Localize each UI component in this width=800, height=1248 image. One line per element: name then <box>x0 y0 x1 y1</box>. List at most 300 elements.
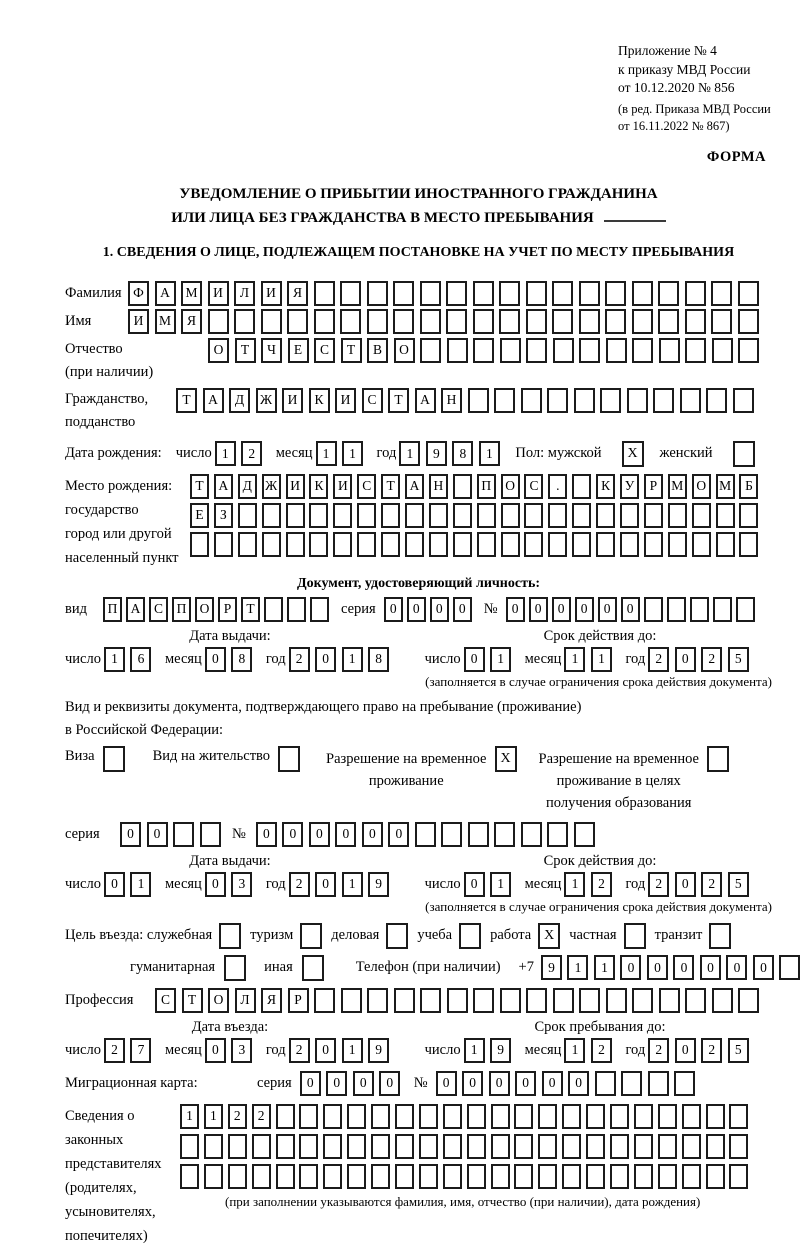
resdoc-number-label: № <box>232 825 246 842</box>
char-box <box>572 474 591 499</box>
char-box <box>610 1104 629 1129</box>
char-box <box>572 532 591 557</box>
char-box: 0 <box>120 822 141 847</box>
char-box <box>371 1164 390 1189</box>
char-box <box>395 1104 414 1129</box>
char-box: 5 <box>728 872 749 897</box>
birthdate-row <box>65 441 772 467</box>
char-box <box>553 988 574 1013</box>
char-box: 0 <box>575 597 594 622</box>
char-box <box>632 988 653 1013</box>
char-box <box>276 1134 295 1159</box>
birthplace-block <box>65 474 772 570</box>
char-box: Т <box>381 474 400 499</box>
purpose-business-checkbox <box>386 923 408 949</box>
char-box: Л <box>234 281 255 306</box>
char-box <box>538 1104 557 1129</box>
char-box: 0 <box>436 1071 457 1096</box>
purpose-item <box>65 923 241 949</box>
char-box: Т <box>182 988 203 1013</box>
char-box <box>208 309 229 334</box>
char-box <box>526 309 547 334</box>
char-box <box>261 309 282 334</box>
char-box <box>238 532 257 557</box>
char-box <box>443 1104 462 1129</box>
char-box <box>729 1134 748 1159</box>
char-box <box>680 388 701 413</box>
char-box <box>420 988 441 1013</box>
char-box <box>371 1104 390 1129</box>
purpose-item: иная <box>264 955 324 981</box>
char-box <box>394 988 415 1013</box>
patronymic-boxes <box>208 338 765 363</box>
char-box <box>674 1071 695 1096</box>
resdoc-series-row <box>65 822 772 847</box>
char-box <box>632 281 653 306</box>
char-box: 0 <box>726 955 747 980</box>
iddoc-dates-row <box>65 647 772 672</box>
resdoc-issue-group: число 0 1 месяц 0 3 год 2 0 1 9 <box>65 872 395 897</box>
char-box <box>548 503 567 528</box>
char-box <box>347 1134 366 1159</box>
legal-representatives-boxes <box>180 1104 753 1210</box>
sex-female-checkbox <box>733 441 755 467</box>
resdoc-issue-day-boxes <box>104 872 157 897</box>
char-box <box>228 1164 247 1189</box>
char-box <box>706 1134 725 1159</box>
char-box <box>605 281 626 306</box>
char-box <box>500 988 521 1013</box>
char-box: 9 <box>541 955 562 980</box>
mcard-number-boxes <box>436 1071 701 1096</box>
char-box: И <box>208 281 229 306</box>
char-box <box>738 988 759 1013</box>
char-box <box>658 281 679 306</box>
char-box <box>323 1134 342 1159</box>
char-box <box>690 597 709 622</box>
char-box <box>419 1104 438 1129</box>
char-box <box>739 532 758 557</box>
char-box <box>685 988 706 1013</box>
char-box: 1 <box>399 441 420 466</box>
char-box <box>547 822 568 847</box>
char-box: 0 <box>453 597 472 622</box>
rvp-edu-checkbox <box>707 746 729 772</box>
day-label: число <box>175 445 212 462</box>
char-box: 1 <box>564 1038 585 1063</box>
year-label: год <box>376 445 397 462</box>
stay-year-boxes <box>648 1038 754 1063</box>
mcard-series-label: серия <box>257 1074 292 1091</box>
iddoc-valid-year-boxes <box>648 647 754 672</box>
char-box: 6 <box>130 647 151 672</box>
char-box: М <box>668 474 687 499</box>
purpose-item: учеба <box>417 923 481 949</box>
char-box <box>711 309 732 334</box>
char-box: К <box>596 474 615 499</box>
char-box <box>685 309 706 334</box>
char-box: Д <box>238 474 257 499</box>
char-box <box>420 281 441 306</box>
iddoc-series-boxes <box>384 597 476 622</box>
sex-female-label: женский <box>659 445 713 462</box>
char-box <box>682 1164 701 1189</box>
purpose-transit-checkbox <box>709 923 731 949</box>
char-box <box>706 1164 725 1189</box>
char-box: О <box>208 988 229 1013</box>
char-box <box>333 532 352 557</box>
char-box <box>716 503 735 528</box>
legal-row1 <box>180 1104 753 1129</box>
char-box <box>562 1134 581 1159</box>
char-box <box>526 988 547 1013</box>
char-box <box>548 532 567 557</box>
form-title <box>65 182 772 230</box>
char-box: Ф <box>128 281 149 306</box>
char-box <box>595 1071 616 1096</box>
char-box <box>579 309 600 334</box>
char-box <box>501 503 520 528</box>
char-box <box>262 532 281 557</box>
char-box <box>264 597 283 622</box>
char-box <box>309 503 328 528</box>
char-box <box>667 597 686 622</box>
char-box: О <box>208 338 229 363</box>
char-box <box>395 1134 414 1159</box>
resdoc-series-boxes <box>120 822 226 847</box>
char-box <box>653 388 674 413</box>
char-box: 2 <box>701 872 722 897</box>
char-box: 0 <box>388 822 409 847</box>
name-boxes <box>128 309 764 334</box>
resdoc-issue-year-boxes <box>289 872 395 897</box>
char-box: Я <box>181 309 202 334</box>
stay-until-group: число 1 9 месяц 1 2 год 2 0 2 5 <box>425 1038 755 1063</box>
char-box: 2 <box>648 647 669 672</box>
char-box: 0 <box>515 1071 536 1096</box>
char-box <box>234 309 255 334</box>
amendment-line: (в ред. Приказа МВД России <box>618 101 771 116</box>
iddoc-valid-day-boxes <box>464 647 517 672</box>
char-box <box>610 1164 629 1189</box>
char-box <box>658 309 679 334</box>
char-box <box>447 338 468 363</box>
char-box <box>632 309 653 334</box>
char-box: 1 <box>479 441 500 466</box>
char-box <box>367 281 388 306</box>
birth-month-boxes <box>316 441 369 466</box>
char-box <box>729 1104 748 1129</box>
char-box <box>552 309 573 334</box>
char-box: С <box>149 597 168 622</box>
char-box: 2 <box>289 872 310 897</box>
surname-row <box>65 281 772 306</box>
entry-dates-row <box>65 1038 772 1063</box>
char-box <box>341 988 362 1013</box>
char-box <box>586 1134 605 1159</box>
resdoc-issue-month-boxes <box>205 872 258 897</box>
purpose-row-2 <box>130 955 772 981</box>
char-box <box>521 822 542 847</box>
char-box <box>367 988 388 1013</box>
char-box <box>648 1071 669 1096</box>
char-box: Ж <box>262 474 281 499</box>
entry-dates-header <box>65 1019 772 1036</box>
entry-year-boxes <box>289 1038 395 1063</box>
char-box <box>499 281 520 306</box>
profession-boxes <box>155 988 765 1013</box>
char-box <box>299 1134 318 1159</box>
char-box: 7 <box>130 1038 151 1063</box>
migration-card-row <box>65 1071 772 1096</box>
birthplace-boxes <box>190 474 763 561</box>
char-box: 0 <box>205 647 226 672</box>
char-box <box>499 309 520 334</box>
phone-prefix: +7 <box>518 959 534 976</box>
char-box <box>453 532 472 557</box>
char-box <box>468 822 489 847</box>
char-box <box>381 532 400 557</box>
char-box: 1 <box>104 647 125 672</box>
char-box <box>405 532 424 557</box>
char-box <box>477 503 496 528</box>
purpose-item: гуманитарная <box>130 955 246 981</box>
sex-male-label: Пол: мужской <box>515 445 602 462</box>
char-box <box>596 503 615 528</box>
char-box <box>712 988 733 1013</box>
char-box: 0 <box>147 822 168 847</box>
surname-boxes <box>128 281 764 306</box>
iddoc-issue-year-boxes <box>289 647 395 672</box>
char-box: 0 <box>256 822 277 847</box>
entry-date-label: Дата въезда: <box>191 1018 269 1035</box>
name-row <box>65 309 772 334</box>
char-box <box>685 281 706 306</box>
char-box <box>644 597 663 622</box>
resdoc-series-label: серия <box>65 825 100 842</box>
char-box <box>393 309 414 334</box>
char-box <box>632 338 653 363</box>
month-label: месяц <box>275 445 313 462</box>
char-box <box>538 1134 557 1159</box>
birth-day-boxes <box>215 441 268 466</box>
char-box: 0 <box>464 647 485 672</box>
char-box: З <box>214 503 233 528</box>
char-box: 2 <box>289 647 310 672</box>
char-box <box>494 388 515 413</box>
iddoc-dates-header <box>65 628 772 645</box>
char-box: 5 <box>728 647 749 672</box>
char-box <box>467 1134 486 1159</box>
char-box: 8 <box>368 647 389 672</box>
char-box <box>521 388 542 413</box>
char-box: К <box>309 474 328 499</box>
char-box: 2 <box>701 1038 722 1063</box>
char-box <box>658 1164 677 1189</box>
appendix-line: Приложение № 4 <box>618 43 717 58</box>
char-box <box>453 503 472 528</box>
char-box: 0 <box>315 872 336 897</box>
char-box <box>446 281 467 306</box>
char-box: Е <box>288 338 309 363</box>
name-label: Имя <box>65 312 92 329</box>
char-box: И <box>333 474 352 499</box>
char-box: М <box>716 474 735 499</box>
char-box <box>357 503 376 528</box>
char-box: 1 <box>130 872 151 897</box>
char-box <box>779 955 800 980</box>
char-box <box>711 281 732 306</box>
legal-representatives-block <box>65 1104 772 1248</box>
char-box <box>605 309 626 334</box>
char-box: Р <box>644 474 663 499</box>
char-box <box>173 822 194 847</box>
char-box <box>579 338 600 363</box>
purpose-tourism-checkbox <box>300 923 322 949</box>
char-box <box>738 338 759 363</box>
char-box: 9 <box>368 872 389 897</box>
char-box <box>228 1134 247 1159</box>
char-box: 1 <box>180 1104 199 1129</box>
char-box: 0 <box>282 822 303 847</box>
char-box: 0 <box>753 955 774 980</box>
char-box <box>299 1104 318 1129</box>
char-box <box>562 1164 581 1189</box>
char-box: 1 <box>204 1104 223 1129</box>
char-box <box>446 309 467 334</box>
form-title-line2: ИЛИ ЛИЦА БЕЗ ГРАЖДАНСТВА В МЕСТО ПРЕБЫВАНИЯ <box>65 206 772 230</box>
form-title-line1: УВЕДОМЛЕНИЕ О ПРИБЫТИИ ИНОСТРАННОГО ГРАЖДАНИНА <box>179 185 658 202</box>
char-box <box>323 1164 342 1189</box>
char-box: У <box>620 474 639 499</box>
char-box: 0 <box>309 822 330 847</box>
char-box <box>262 503 281 528</box>
char-box: 1 <box>342 872 363 897</box>
birthplace-row3 <box>190 532 763 557</box>
char-box <box>572 503 591 528</box>
char-box: 0 <box>407 597 426 622</box>
iddoc-number-boxes <box>506 597 759 622</box>
char-box: С <box>357 474 376 499</box>
rvp-edu-label: Разрешение на временное проживание в целях получения образования <box>538 750 699 811</box>
char-box <box>287 309 308 334</box>
char-box <box>547 388 568 413</box>
appendix-line: от 10.12.2020 № 856 <box>618 80 735 96</box>
char-box: 5 <box>728 1038 749 1063</box>
char-box: Т <box>190 474 209 499</box>
char-box <box>606 338 627 363</box>
entry-date-group: число 2 7 месяц 0 3 год 2 0 1 9 <box>65 1038 395 1063</box>
char-box <box>473 309 494 334</box>
char-box: 0 <box>506 597 525 622</box>
char-box <box>314 988 335 1013</box>
resdoc-number-boxes <box>256 822 601 847</box>
char-box <box>405 503 424 528</box>
char-box <box>333 503 352 528</box>
resdoc-valid-month-boxes <box>564 872 617 897</box>
iddoc-number-label: № <box>483 600 498 617</box>
phone-boxes <box>541 955 800 980</box>
char-box: 0 <box>675 647 696 672</box>
visa-label: Виза <box>65 747 95 764</box>
char-box: Т <box>241 597 260 622</box>
char-box <box>340 309 361 334</box>
resdoc-checkboxes-row <box>65 748 772 814</box>
char-box: 2 <box>648 872 669 897</box>
char-box: 2 <box>252 1104 271 1129</box>
char-box <box>620 532 639 557</box>
char-box: 9 <box>368 1038 389 1063</box>
char-box <box>252 1164 271 1189</box>
char-box: П <box>172 597 191 622</box>
legal-row3 <box>180 1164 753 1189</box>
iddoc-series-label: серия <box>341 600 376 617</box>
char-box <box>713 597 732 622</box>
char-box: С <box>155 988 176 1013</box>
purpose-item: транзит <box>655 923 732 949</box>
char-box: П <box>477 474 496 499</box>
char-box: О <box>501 474 520 499</box>
char-box <box>429 532 448 557</box>
char-box: 0 <box>205 1038 226 1063</box>
char-box: 0 <box>620 955 641 980</box>
char-box <box>738 281 759 306</box>
char-box: 1 <box>490 647 511 672</box>
char-box <box>340 281 361 306</box>
char-box: 0 <box>335 822 356 847</box>
char-box <box>441 822 462 847</box>
resdoc-dates-header: Дата выдачи: Срок действия до: <box>189 852 657 869</box>
profession-row <box>65 988 772 1013</box>
valid-until-label: Срок действия до: <box>543 627 657 644</box>
char-box: А <box>126 597 145 622</box>
char-box <box>395 1164 414 1189</box>
char-box <box>420 309 441 334</box>
char-box: П <box>103 597 122 622</box>
char-box: 0 <box>700 955 721 980</box>
char-box <box>627 388 648 413</box>
birthdate-label: Дата рождения: <box>65 445 162 462</box>
iddoc-kind-boxes <box>103 597 333 622</box>
char-box <box>644 532 663 557</box>
char-box: 0 <box>379 1071 400 1096</box>
char-box <box>712 338 733 363</box>
char-box: 0 <box>462 1071 483 1096</box>
char-box: Я <box>261 988 282 1013</box>
resdoc-restriction-note: (заполняется в случае ограничения срока действия документа) <box>425 898 772 914</box>
char-box <box>190 532 209 557</box>
mcard-number-label: № <box>413 1074 428 1091</box>
char-box <box>606 988 627 1013</box>
char-box: 0 <box>568 1071 589 1096</box>
char-box <box>586 1164 605 1189</box>
char-box <box>634 1164 653 1189</box>
char-box: 0 <box>675 872 696 897</box>
amendment-line: от 16.11.2022 № 867) <box>618 118 730 133</box>
appendix-line: к приказу МВД России <box>618 61 751 77</box>
char-box <box>419 1164 438 1189</box>
char-box <box>204 1164 223 1189</box>
legal-row2 <box>180 1134 753 1159</box>
char-box <box>524 503 543 528</box>
profession-label: Профессия <box>65 991 134 1008</box>
char-box <box>473 988 494 1013</box>
char-box <box>579 281 600 306</box>
char-box: 0 <box>362 822 383 847</box>
char-box: 1 <box>567 955 588 980</box>
resdoc-dates-row <box>65 872 772 897</box>
char-box <box>644 503 663 528</box>
